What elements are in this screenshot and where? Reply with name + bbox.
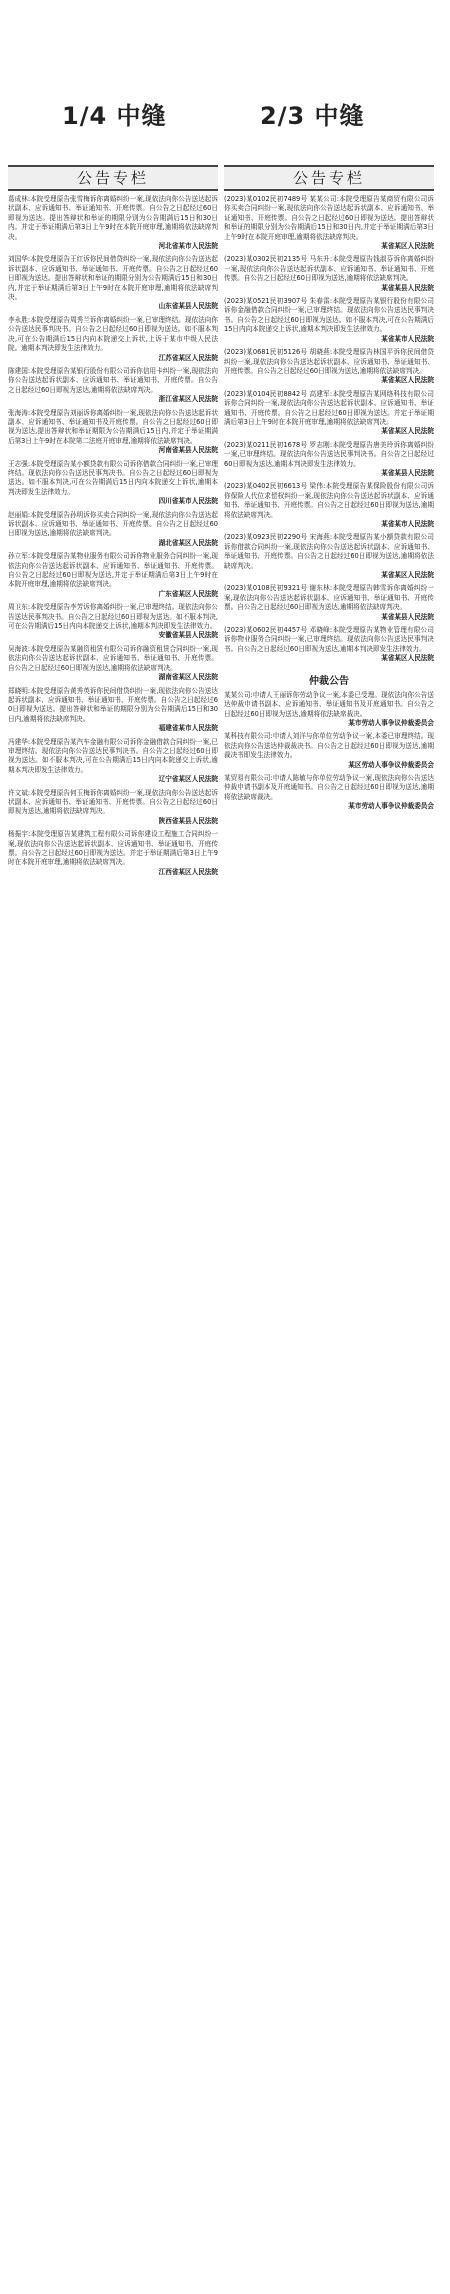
notice-text: (2023)某0681民初5126号 胡晓燕:本院受理原告林国平诉你民间借贷纠纷一案,现依法向你公告送达起诉状副本、应诉通知书、举证通知书、开庭传票。自公告之日起经过60日即视为送达,逾期将依法缺席判决。 (224, 348, 434, 375)
issuing-court: 某省某县人民法院 (381, 612, 434, 621)
notice-text: 许文斌:本院受理原告何玉梅诉你离婚纠纷一案,现依法向你公告送达起诉状副本、应诉通知书、举证通知书、开庭传票。自公告之日起经过60日即视为送达,逾期将依法缺席判决。 (8, 788, 218, 816)
notice-text: 郑晓明:本院受理原告黄秀英诉你民间借贷纠纷一案,现依法向你公告送达起诉状副本、应诉通知书、举证通知书、开庭传票。自公告之日起经过60日即视为送达。提出答辩状和举证的期限分别为公告期满后15日和30日内,逾期将依法缺席判决。 (8, 686, 218, 723)
left-notice-column (8, 165, 218, 881)
notice-text: 陈建国:本院受理原告某银行股份有限公司诉你信用卡纠纷一案,现依法向你公告送达起诉状副本、应诉通知书、举证通知书、开庭传票。自公告之日起经过60日即视为送达,逾期将依法缺席判决。 (8, 366, 218, 394)
issuing-court: 湖南省某区人民法院 (158, 673, 218, 682)
notice-text: 孙立军:本院受理原告某物业服务有限公司诉你物业服务合同纠纷一案,现依法向你公告送达起诉状副本、应诉通知书、举证通知书、开庭传票。自公告之日起经过60日即视为送达,并定于举证期满后第3日上午9时在本院开庭审理,逾期将依法缺席判决。 (8, 552, 218, 589)
issuing-court: 某省某县人民法院 (381, 468, 434, 477)
column-heading: 公告专栏 (8, 165, 218, 191)
notice-item (8, 409, 218, 456)
notice-item (224, 732, 434, 770)
issuing-court: 湖北省某区人民法院 (158, 538, 218, 547)
left-margin-mark: 1/4 中缝 (62, 102, 167, 130)
notice-item (8, 367, 218, 405)
issuing-court: 安徽省某县人民法院 (158, 631, 218, 640)
notice-text: 李永胜:本院受理原告周秀兰诉你离婚纠纷一案,已审理终结。现依法向你公告送达民事判决书。自公告之日起经过60日即视为送达。如不服本判决,可在公告期满后15日内向本院递交上诉状,上诉于某市中级人民法院。逾期本判决即发生法律效力。 (8, 315, 218, 353)
notice-item (224, 255, 434, 293)
issuing-court: 某省某区人民法院 (381, 654, 434, 663)
notice-item (224, 441, 434, 479)
notice-item (224, 390, 434, 437)
notice-item (224, 584, 434, 622)
notice-text: 冯建华:本院受理原告某汽车金融有限公司诉你金融借款合同纠纷一案,已审理终结。现依法向你公告送达民事判决书。自公告之日起经过60日即视为送达。如不服本判决,可在公告期满后15日内向本院递交上诉状,逾期本判决即发生法律效力。 (8, 737, 218, 774)
notice-item (224, 482, 434, 529)
notice-text: 某科技有限公司:申请人刘洋与你单位劳动争议一案,本委已审理终结。现依法向你公告送达仲裁裁决书。自公告之日起经过60日即视为送达,逾期裁决书即发生法律效力。 (224, 732, 434, 760)
issuing-court: 某省某市人民法院 (381, 334, 434, 343)
notice-text: 王志强:本院受理原告某小额贷款有限公司诉你借款合同纠纷一案,已审理终结。现依法向你公告送达民事判决书。自公告之日起经过60日即视为送达。如不服本判决,可在公告期满后15日内向本院递交上诉状,逾期本判决即发生法律效力。 (8, 459, 218, 496)
notice-item (224, 195, 434, 251)
section-subheading: 仲裁公告 (309, 675, 349, 687)
notice-item (8, 255, 218, 311)
issuing-court: 某省某市人民法院 (381, 520, 434, 528)
right-margin-mark: 2/3 中缝 (260, 102, 365, 130)
issuing-court: 河南省某县人民法院 (158, 446, 218, 455)
notice-item (224, 348, 434, 386)
notice-item (224, 533, 434, 580)
notice-item (8, 316, 218, 363)
notice-item (8, 687, 218, 734)
notice-item (8, 603, 218, 641)
issuing-court: 广东省某区人民法院 (158, 589, 218, 598)
issuing-court: 某省某区人民法院 (381, 376, 434, 385)
notice-item (8, 511, 218, 549)
issuing-court: 浙江省某区人民法院 (158, 395, 218, 404)
notice-item (224, 626, 434, 664)
notice-text: 赵丽娟:本院受理原告孙明诉你买卖合同纠纷一案,现依法向你公告送达起诉状副本、应诉通知书、举证通知书、开庭传票。自公告之日起经过60日即视为送达,逾期将依法缺席判决。 (8, 510, 218, 538)
notice-text: (2023)某0521民初3907号 朱春雷:本院受理原告某银行股份有限公司诉你金融借款合同纠纷一案,已审理终结。现依法向你公告送达民事判决书。自公告之日起经过60日即视为送达。如不服本判决,可在公告期满后15日内向本院递交上诉状,逾期本判决即发生法律效力。 (224, 297, 434, 334)
notice-text: 杨振宇:本院受理原告某建筑工程有限公司诉你建设工程施工合同纠纷一案,现依法向你公告送达起诉状副本、应诉通知书、举证通知书、开庭传票。自公告之日起经过60日即视为送达。并定于举证期满后第3日上午9时在本院开庭审理,逾期将依法缺席判决。 (8, 830, 218, 867)
issuing-court: 某省某县人民法院 (381, 283, 434, 292)
notice-list (224, 195, 434, 812)
issuing-court: 某省某区人民法院 (381, 427, 434, 436)
notice-item (8, 645, 218, 683)
notice-item (224, 691, 434, 729)
column-heading: 公告专栏 (224, 165, 434, 191)
notice-text: 刘国华:本院受理原告王红诉你民间借贷纠纷一案,现依法向你公告送达起诉状副本、应诉通知书、举证通知书、开庭传票。自公告之日起经过60日即视为送达。提出答辩状和举证的期限分别为公告期满后15日和30日内,并定于举证期满后第3日上午9时在本院开庭审理,逾期将依法缺席判决。 (8, 255, 218, 302)
issuing-court: 某市劳动人事争议仲裁委员会 (348, 802, 434, 811)
notice-text: 某某公司:申请人王丽诉你劳动争议一案,本委已受理。现依法向你公告送达仲裁申请书副本、应诉通知书、举证通知书及开庭通知书。自公告之日起经过60日即视为送达,逾期将依法缺席裁决。 (224, 690, 434, 718)
notice-text: (2023)某0302民初2135号 马东升:本院受理原告钱淑芬诉你离婚纠纷一案,现依法向你公告送达起诉状副本、应诉通知书、举证通知书、开庭传票。自公告之日起经过60日即视为送达,逾期将依法缺席判决。 (224, 255, 434, 283)
issuing-court: 河北省某市人民法院 (158, 242, 218, 251)
notice-text: (2023)某0402民初6613号 梁伟:本院受理原告某保险股份有限公司诉你保险人代位求偿权纠纷一案,现依法向你公告送达起诉状副本、应诉通知书、举证通知书、开庭传票。自公告之日起经过60日即视为送达,逾期将依法缺席判决。 (224, 482, 434, 519)
notice-text: (2023)某0108民初9321号 谢东林:本院受理原告韩雪诉你离婚纠纷一案,现依法向你公告送达起诉状副本、应诉通知书、举证通知书、开庭传票。自公告之日起经过60日即视为送达,逾期将依法缺席判决。 (224, 584, 434, 612)
notice-text: (2023)某0211民初1678号 罗志刚:本院受理原告唐美玲诉你离婚纠纷一案,已审理终结。现依法向你公告送达民事判决书。自公告之日起经过60日即视为送达,逾期本判决即发生法律效力。 (224, 440, 434, 468)
issuing-court: 某区劳动人事争议仲裁委员会 (348, 760, 434, 769)
issuing-court: 四川省某市人民法院 (158, 497, 218, 506)
notice-text: 张海涛:本院受理原告刘丽诉你离婚纠纷一案,现依法向你公告送达起诉状副本、应诉通知书、举证通知书及开庭传票。自公告之日起经过60日即视为送达,提出答辩状和举证期限为公告期满后15日内,并定于举证期满后第3日上午9时在本院第二法庭开庭审理,逾期将依法缺席判决。 (8, 408, 218, 445)
notice-text: (2023)某0602民初4457号 邓晓峰:本院受理原告某物业管理有限公司诉你物业服务合同纠纷一案,已审理终结。现依法向你公告送达民事判决书。自公告之日起经过60日即视为送达,逾期本判决即发生法律效力。 (224, 626, 434, 653)
issuing-court: 江西省某区人民法院 (158, 867, 218, 876)
issuing-court: 陕西省某县人民法院 (158, 816, 218, 825)
notice-item (8, 789, 218, 827)
notice-item (224, 774, 434, 812)
notice-list (8, 195, 218, 877)
issuing-court: 某市劳动人事争议仲裁委员会 (348, 718, 434, 727)
notice-text: (2023)某0102民初7489号 某某公司:本院受理原告某商贸有限公司诉你买卖合同纠纷一案,现依法向你公告送达起诉状副本、应诉通知书、举证通知书、开庭传票。自公告之日起经过60日即视为送达。提出答辩状和举证的期限分别为公告期满后15日和30日内,并定于举证期满后第3日上午9时在本院开庭审理,逾期将依法缺席判决。 (224, 195, 434, 241)
issuing-court: 山东省某县人民法院 (158, 302, 218, 311)
issuing-court: 福建省某市人民法院 (158, 724, 218, 733)
notice-item (8, 738, 218, 785)
issuing-court: 某省某区人民法院 (381, 571, 434, 580)
notice-text: 某贸易有限公司:申请人陈敏与你单位劳动争议一案,现依法向你公告送达仲裁申请书副本及开庭通知书。自公告之日起经过60日即视为送达,逾期将依法缺席裁决。 (224, 773, 434, 801)
issuing-court: 某省某区人民法院 (381, 242, 434, 251)
notice-item (8, 460, 218, 507)
notice-item (224, 297, 434, 344)
notice-text: 葛成林:本院受理原告张雪梅诉你离婚纠纷一案,现依法向你公告送达起诉状副本、应诉通知书、举证通知书、开庭传票。自公告之日起经过60日即视为送达。提出答辩状和举证的期限分别为公告期满后15日和30日内。并定于举证期满后第3日上午9时在本院开庭审理,逾期将依法缺席判决。 (8, 195, 218, 241)
notice-text: (2023)某0923民初2290号 宋海燕:本院受理原告某小额贷款有限公司诉你借款合同纠纷一案,现依法向你公告送达起诉状副本、应诉通知书、举证通知书、开庭传票。自公告之日起经过60日即视为送达,逾期将依法缺席判决。 (224, 533, 434, 570)
notice-item (8, 195, 218, 251)
notice-text: 周卫东:本院受理原告李芳诉你离婚纠纷一案,已审理终结。现依法向你公告送达民事判决书。自公告之日起经过60日即视为送达。如不服本判决,可在公告期满后15日内向本院递交上诉状,逾期本判决即发生法律效力。 (8, 603, 218, 631)
notice-text: (2023)某0104民初8842号 高建军:本院受理原告某网络科技有限公司诉你合同纠纷一案,现依法向你公告送达起诉状副本、应诉通知书、举证通知书、开庭传票。自公告之日起经过60日即视为送达。并定于举证期满后第3日上午9时在本院开庭审理,逾期将依法缺席判决。 (224, 389, 434, 426)
notice-text: 吴海波:本院受理原告某融资租赁有限公司诉你融资租赁合同纠纷一案,现依法向你公告送达起诉状副本、应诉通知书、举证通知书、开庭传票。自公告之日起经过60日即视为送达,逾期将依法缺席判决。 (8, 644, 218, 672)
issuing-court: 江苏省某区人民法院 (158, 353, 218, 362)
notice-item (8, 830, 218, 877)
notice-item (8, 552, 218, 599)
right-notice-column (224, 165, 434, 816)
issuing-court: 辽宁省某区人民法院 (158, 775, 218, 784)
